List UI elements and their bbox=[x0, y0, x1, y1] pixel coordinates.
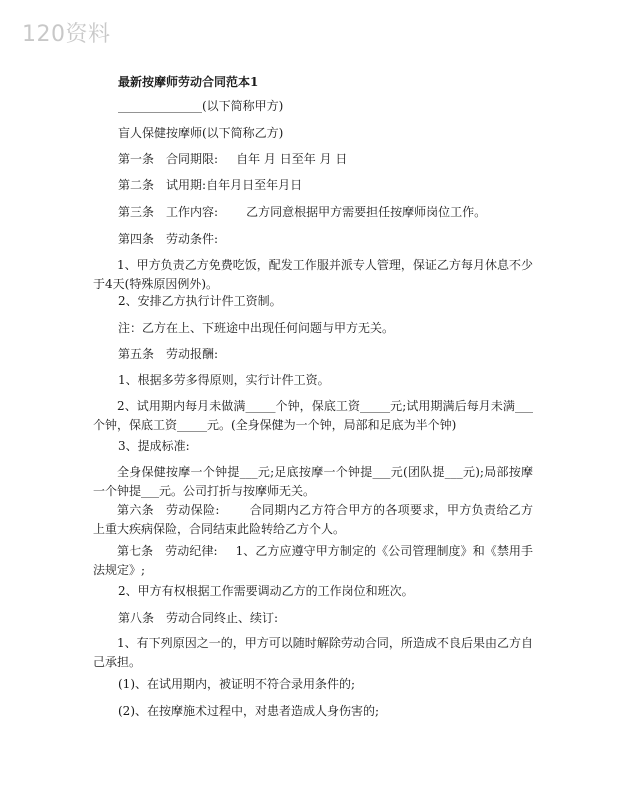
article-6 bbox=[93, 501, 533, 539]
article-2-value: 自年月日至年月日 bbox=[206, 178, 303, 192]
article-2 bbox=[118, 175, 302, 195]
article-2-name: 试用期: bbox=[166, 178, 207, 192]
document-title: 最新按摩师劳动合同范本1 bbox=[118, 75, 259, 89]
article-8-label: 第八条 bbox=[118, 611, 155, 625]
article-1-name: 合同期限: bbox=[166, 152, 219, 166]
article-5-label: 第五条 bbox=[118, 347, 155, 361]
article-1-label: 第一条 bbox=[118, 152, 155, 166]
article-7-body: 1、乙方应遵守甲方制定的《公司管理制度》和《禁用手法规定》; bbox=[93, 544, 533, 577]
party-b-line: 盲人保健按摩师(以下简称乙方) bbox=[118, 126, 284, 140]
article-8-item-1: 1、有下列原因之一的，甲方可以随时解除劳动合同，所造成不良后果由乙方自己承担。 bbox=[93, 636, 533, 669]
article-8-clause-1: (1)、在试用期内，被证明不符合录用条件的; bbox=[118, 677, 356, 691]
article-5-item-3: 3、提成标准: bbox=[118, 439, 190, 453]
article-8-name: 劳动合同终止、续订: bbox=[166, 611, 279, 625]
article-5 bbox=[118, 344, 218, 364]
article-7-label: 第七条 bbox=[117, 544, 154, 558]
party-a-line bbox=[118, 96, 283, 116]
article-6-name: 劳动保险: bbox=[166, 503, 220, 517]
article-4-item-2: 2、安排乙方执行计件工资制。 bbox=[118, 294, 282, 308]
article-3-name: 工作内容: bbox=[166, 205, 219, 219]
article-8-clause-2: (2)、在按摩施术过程中，对患者造成人身伤害的; bbox=[118, 704, 380, 718]
watermark: 120资料 bbox=[22, 22, 111, 47]
article-4 bbox=[118, 229, 218, 249]
article-6-body: 合同期内乙方符合甲方的各项要求，甲方负责给乙方上重大疾病保险，合同结束此险转给乙方个人。 bbox=[93, 503, 533, 536]
article-3-label: 第三条 bbox=[118, 205, 155, 219]
article-1 bbox=[118, 149, 347, 169]
article-2-label: 第二条 bbox=[118, 178, 155, 192]
article-6-label: 第六条 bbox=[117, 503, 154, 517]
article-5-item-3-body: 全身保健按摩一个钟提___元;足底按摩一个钟提___元(团队提___元);局部按摩一个钟提___元。公司打折与按摩师无关。 bbox=[93, 465, 533, 498]
article-4-item-1: 1、甲方负责乙方免费吃饭，配发工作服并派专人管理，保证乙方每月休息不少于4天(特殊原因例外)。 bbox=[93, 258, 533, 291]
article-4-label: 第四条 bbox=[118, 232, 155, 246]
article-3 bbox=[118, 202, 486, 222]
article-3-value: 乙方同意根据甲方需要担任按摩师岗位工作。 bbox=[246, 205, 487, 219]
article-5-item-1: 1、根据多劳多得原则，实行计件工资。 bbox=[118, 373, 330, 387]
article-7-name: 劳动纪律: bbox=[165, 544, 218, 558]
article-8 bbox=[118, 608, 278, 628]
article-4-note: 注：乙方在上、下班途中出现任何问题与甲方无关。 bbox=[118, 321, 395, 335]
article-5-item-2: 2、试用期内每月未做满_____个钟，保底工资_____元;试用期满后每月未满___个钟，保底工资_____元。(全身保健为一个钟，局部和足底为半个钟) bbox=[93, 399, 533, 432]
article-4-name: 劳动条件: bbox=[166, 232, 219, 246]
article-1-value: 自年 月 日至年 月 日 bbox=[236, 152, 348, 166]
article-7-item-2: 2、甲方有权根据工作需要调动乙方的工作岗位和班次。 bbox=[118, 584, 414, 598]
party-a-text: (以下简称甲方) bbox=[202, 99, 284, 113]
party-a-blank: ______________ bbox=[118, 99, 202, 113]
article-7 bbox=[93, 542, 533, 580]
article-5-name: 劳动报酬: bbox=[166, 347, 219, 361]
